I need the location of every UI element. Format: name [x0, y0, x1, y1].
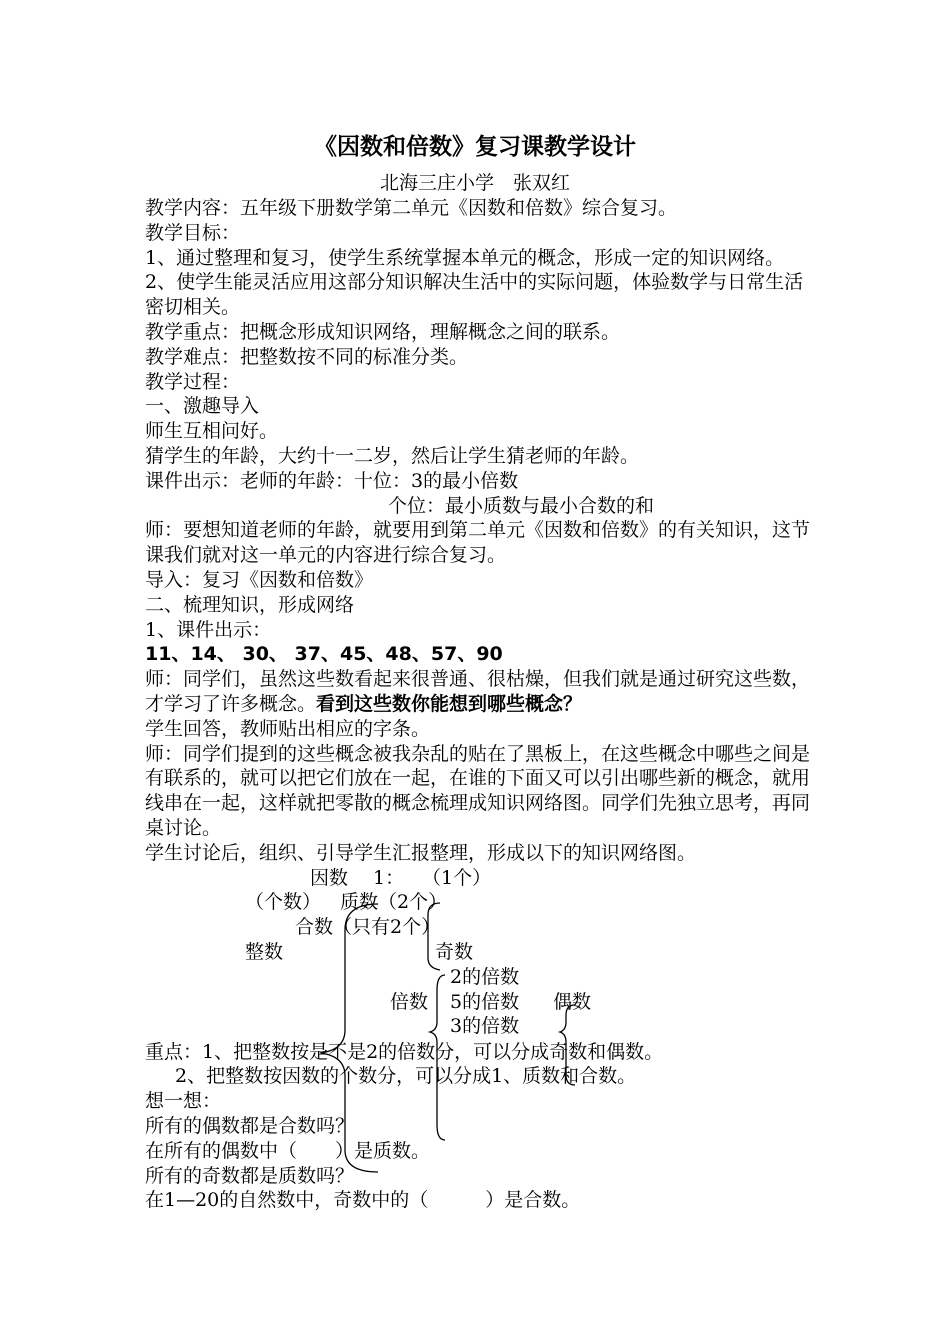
key-point: 教学重点：把概念形成知识网络，理解概念之间的联系。 [145, 320, 621, 343]
number-list: 11、14、 30、 37、45、48、57、90 [145, 643, 503, 666]
diagram-mult5: 5的倍数 [450, 990, 520, 1013]
diagram-composite: 合数（只有2个） [295, 915, 441, 938]
intro-line: 导入：复习《因数和倍数》 [145, 568, 374, 591]
discussion-line: 学生讨论后，组织、引导学生汇报整理，形成以下的知识网络图。 [145, 841, 697, 864]
teacher-line-2 [145, 667, 810, 717]
diagram-factor: 因数 [310, 866, 349, 889]
diagram-multiple: 倍数 [390, 990, 429, 1013]
question-4: 在1—20的自然数中，奇数中的（ ）是合数。 [145, 1189, 581, 1212]
greeting-line: 师生互相问好。 [145, 420, 279, 443]
goal-1: 1、通过整理和复习，使学生系统掌握本单元的概念，形成一定的知识网络。 [145, 246, 785, 269]
teacher-line-1: 师：要想知道老师的年龄，就要用到第二单元《因数和倍数》的有关知识，这节课我们就对这一单元的内容进行综合复习。 [145, 519, 811, 567]
goal-2: 2、使学生能灵活应用这部分知识解决生活中的实际问题，体验数学与日常生活密切相关。 [145, 271, 804, 319]
teacher-line-2a: 师：同学们，虽然这些数看起来很普通、很枯燥，但我们就是通过研究这些数，才学习了许多概念。 [145, 668, 811, 715]
key-1: 重点：1、把整数按是不是2的倍数分，可以分成奇数和偶数。 [145, 1040, 664, 1063]
knowledge-network-diagram [145, 866, 810, 1040]
diagram-one: 1： [373, 866, 405, 889]
diagram-even: 偶数 [553, 990, 592, 1013]
courseware-line-1: 课件出示：老师的年龄：十位：3的最小倍数 [145, 469, 519, 492]
diagram-mult3: 3的倍数 [450, 1014, 520, 1037]
goals-label: 教学目标： [145, 221, 241, 244]
document-title: 《因数和倍数》复习课教学设计 [314, 134, 636, 160]
process-label: 教学过程： [145, 370, 241, 393]
courseware-line-1b: 个位：最小质数与最小合数的和 [388, 494, 655, 517]
section-1-heading: 一、激趣导入 [145, 395, 260, 418]
diagram-prime: 质数（2个） [340, 890, 448, 913]
teacher-question: 看到这些数你能想到哪些概念？ [316, 692, 583, 715]
section-2-heading: 二、梳理知识，形成网络 [145, 593, 355, 616]
guess-line: 猜学生的年龄，大约十一二岁，然后让学生猜老师的年龄。 [145, 444, 640, 467]
difficulty: 教学难点：把整数按不同的标准分类。 [145, 345, 469, 368]
question-2: 在所有的偶数中（ ）是质数。 [145, 1139, 431, 1162]
courseware-line-2: 1、课件出示： [145, 618, 272, 641]
document-body [145, 196, 810, 1213]
author-line: 北海三庄小学 张双红 [379, 172, 570, 194]
diagram-one-count: （1个） [422, 866, 492, 889]
think-label: 想一想： [145, 1090, 222, 1113]
students-answer: 学生回答，教师贴出相应的字条。 [145, 717, 431, 740]
diagram-integer: 整数 [245, 940, 284, 963]
diagram-count-label: （个数） [245, 890, 322, 913]
question-1: 所有的偶数都是合数吗？ [145, 1114, 355, 1137]
diagram-mult2: 2的倍数 [450, 965, 520, 988]
diagram-odd: 奇数 [435, 940, 474, 963]
teacher-line-3: 师：同学们提到的这些概念被我杂乱的贴在了黑板上，在这些概念中哪些之间是有联系的，就可以把它们放在一起，在谁的下面又可以引出哪些新的概念，就用线串在一起，这样就把零散的概念梳理成知识网络图。同学们先独立思考，再同桌讨论。 [145, 742, 811, 839]
teaching-content: 教学内容：五年级下册数学第二单元《因数和倍数》综合复习。 [145, 197, 678, 219]
key-2: 2、把整数按因数的个数分，可以分成1、质数和合数。 [175, 1065, 637, 1088]
question-3: 所有的奇数都是质数吗？ [145, 1164, 355, 1187]
